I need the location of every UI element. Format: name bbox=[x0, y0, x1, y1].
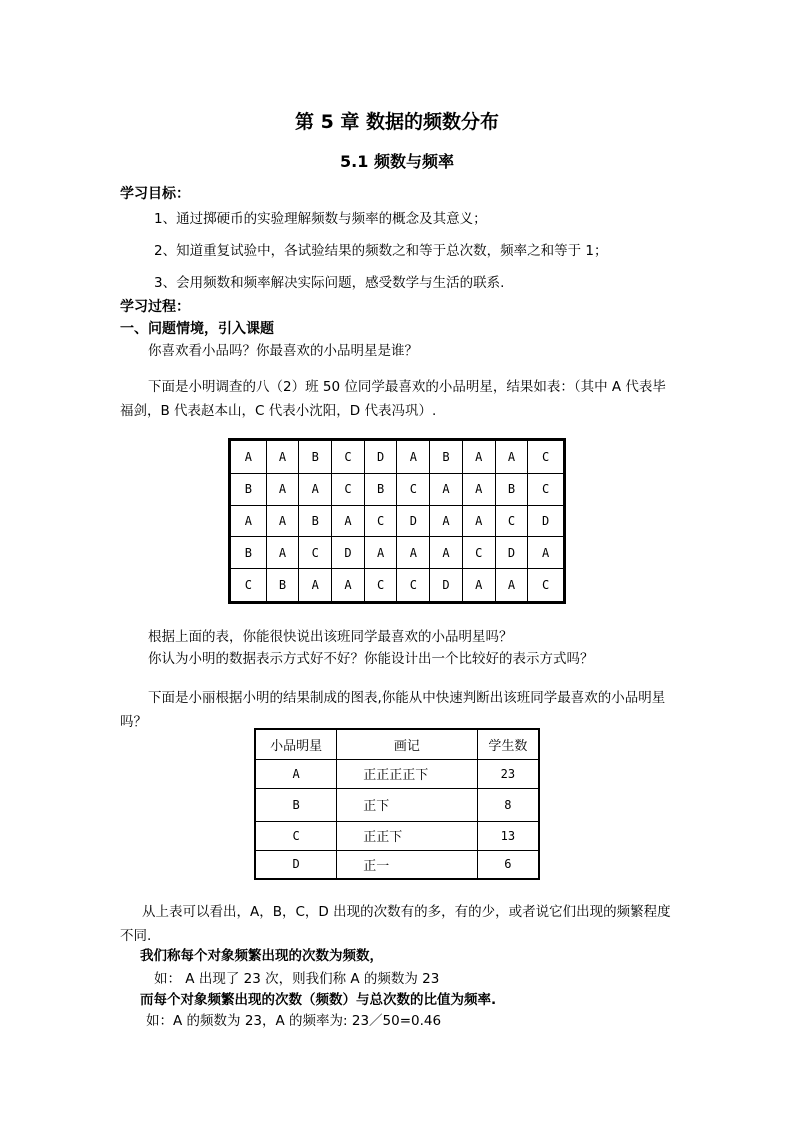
grid-cell: D bbox=[528, 505, 565, 537]
tally-row bbox=[255, 759, 539, 788]
tally-header-count: 学生数 bbox=[477, 729, 539, 759]
grid-cell: A bbox=[430, 537, 463, 569]
grid-cell: A bbox=[462, 473, 495, 505]
grid-cell: C bbox=[332, 440, 365, 474]
grid-cell: D bbox=[332, 537, 365, 569]
tally-row bbox=[255, 788, 539, 821]
survey-intro: 下面是小明调查的八（2）班 50 位同学最喜欢的小品明星，结果如表：（其中 A 代表毕福剑，B 代表赵本山，C 代表小沈阳，D 代表冯巩）. bbox=[120, 379, 666, 419]
grid-row bbox=[230, 569, 565, 603]
tally-count-cell: 6 bbox=[477, 850, 539, 879]
grid-row bbox=[230, 473, 565, 505]
grid-cell: C bbox=[397, 569, 430, 603]
grid-cell: A bbox=[266, 537, 299, 569]
tally-table bbox=[254, 728, 540, 880]
grid-cell: B bbox=[430, 440, 463, 474]
grid-cell: B bbox=[495, 473, 528, 505]
tally-count-cell: 23 bbox=[477, 759, 539, 788]
objective-item-1: 1、通过掷硬币的实验理解频数与频率的概念及其意义； bbox=[154, 211, 487, 227]
grid-cell: A bbox=[430, 473, 463, 505]
tally-count-cell: 8 bbox=[477, 788, 539, 821]
grid-cell: B bbox=[299, 440, 332, 474]
grid-cell: A bbox=[528, 537, 565, 569]
grid-cell: A bbox=[364, 537, 397, 569]
process-heading: 学习过程： bbox=[120, 299, 190, 315]
grid-cell: D bbox=[397, 505, 430, 537]
grid-cell: A bbox=[299, 569, 332, 603]
grid-cell: A bbox=[495, 569, 528, 603]
tally-marks-cell: 正下 bbox=[337, 788, 477, 821]
tally-header-star: 小品明星 bbox=[255, 729, 337, 759]
grid-cell: C bbox=[397, 473, 430, 505]
frequency-definition: 我们称每个对象频繁出现的次数为频数， bbox=[140, 948, 383, 964]
grid-cell: A bbox=[462, 505, 495, 537]
grid-cell: C bbox=[364, 505, 397, 537]
tally-star-cell: C bbox=[255, 821, 337, 850]
grid-row bbox=[230, 537, 565, 569]
tally-marks-cell: 正正下 bbox=[337, 821, 477, 850]
grid-cell: A bbox=[495, 440, 528, 474]
grid-cell: B bbox=[364, 473, 397, 505]
grid-cell: A bbox=[332, 569, 365, 603]
question-representation: 你认为小明的数据表示方式好不好？你能设计出一个比较好的表示方式吗？ bbox=[148, 651, 594, 667]
grid-cell: A bbox=[332, 505, 365, 537]
grid-cell: B bbox=[299, 505, 332, 537]
grid-cell: A bbox=[397, 440, 430, 474]
question-quick: 根据上面的表，你能很快说出该班同学最喜欢的小品明星吗？ bbox=[148, 629, 513, 645]
tally-star-cell: D bbox=[255, 850, 337, 879]
tally-intro: 下面是小丽根据小明的结果制成的图表,你能从中快速判断出该班同学最喜欢的小品明星吗？ bbox=[120, 690, 666, 730]
grid-cell: A bbox=[230, 505, 267, 537]
grid-cell: C bbox=[364, 569, 397, 603]
tally-row bbox=[255, 850, 539, 879]
grid-cell: A bbox=[397, 537, 430, 569]
tally-count-cell: 13 bbox=[477, 821, 539, 850]
grid-cell: A bbox=[462, 440, 495, 474]
tally-star-cell: A bbox=[255, 759, 337, 788]
grid-cell: D bbox=[430, 569, 463, 603]
grid-cell: A bbox=[266, 440, 299, 474]
rate-example: 如：A 的频数为 23，A 的频率为: 23／50=0.46 bbox=[146, 1013, 442, 1029]
question-favorite: 你喜欢看小品吗？你最喜欢的小品明星是谁？ bbox=[148, 343, 418, 359]
tally-row bbox=[255, 821, 539, 850]
tally-header-marks: 画记 bbox=[337, 729, 477, 759]
objective-item-2: 2、知道重复试验中，各试验结果的频数之和等于总次数，频率之和等于 1； bbox=[154, 243, 608, 259]
grid-cell: B bbox=[230, 537, 267, 569]
grid-cell: C bbox=[528, 440, 565, 474]
grid-row bbox=[230, 440, 565, 474]
objectives-heading: 学习目标： bbox=[120, 186, 190, 202]
grid-row bbox=[230, 505, 565, 537]
grid-cell: C bbox=[528, 569, 565, 603]
grid-cell: C bbox=[332, 473, 365, 505]
observation-paragraph: 从上表可以看出，A，B，C，D 出现的次数有的多，有的少，或者说它们出现的频繁程度不同. bbox=[120, 904, 671, 944]
tally-star-cell: B bbox=[255, 788, 337, 821]
grid-cell: A bbox=[230, 440, 267, 474]
grid-cell: A bbox=[462, 569, 495, 603]
grid-cell: D bbox=[495, 537, 528, 569]
rate-definition: 而每个对象频繁出现的次数（频数）与总次数的比值为频率. bbox=[140, 992, 497, 1008]
tally-marks-cell: 正一 bbox=[337, 850, 477, 879]
grid-cell: D bbox=[364, 440, 397, 474]
grid-cell: A bbox=[430, 505, 463, 537]
grid-cell: C bbox=[528, 473, 565, 505]
grid-cell: A bbox=[299, 473, 332, 505]
survey-grid-table bbox=[228, 438, 566, 604]
grid-cell: B bbox=[230, 473, 267, 505]
section-title: 5.1 频数与频率 bbox=[340, 152, 454, 171]
grid-cell: B bbox=[266, 569, 299, 603]
grid-cell: A bbox=[266, 505, 299, 537]
chapter-title: 第 5 章 数据的频数分布 bbox=[294, 111, 500, 133]
grid-cell: C bbox=[230, 569, 267, 603]
section-one-heading: 一、问题情境，引入课题 bbox=[120, 321, 274, 337]
frequency-example: 如： A 出现了 23 次，则我们称 A 的频数为 23 bbox=[154, 971, 440, 987]
grid-cell: A bbox=[266, 473, 299, 505]
objective-item-3: 3、会用频数和频率解决实际问题，感受数学与生活的联系. bbox=[154, 275, 505, 291]
grid-cell: C bbox=[299, 537, 332, 569]
tally-marks-cell: 正正正正下 bbox=[337, 759, 477, 788]
grid-cell: C bbox=[495, 505, 528, 537]
grid-cell: C bbox=[462, 537, 495, 569]
